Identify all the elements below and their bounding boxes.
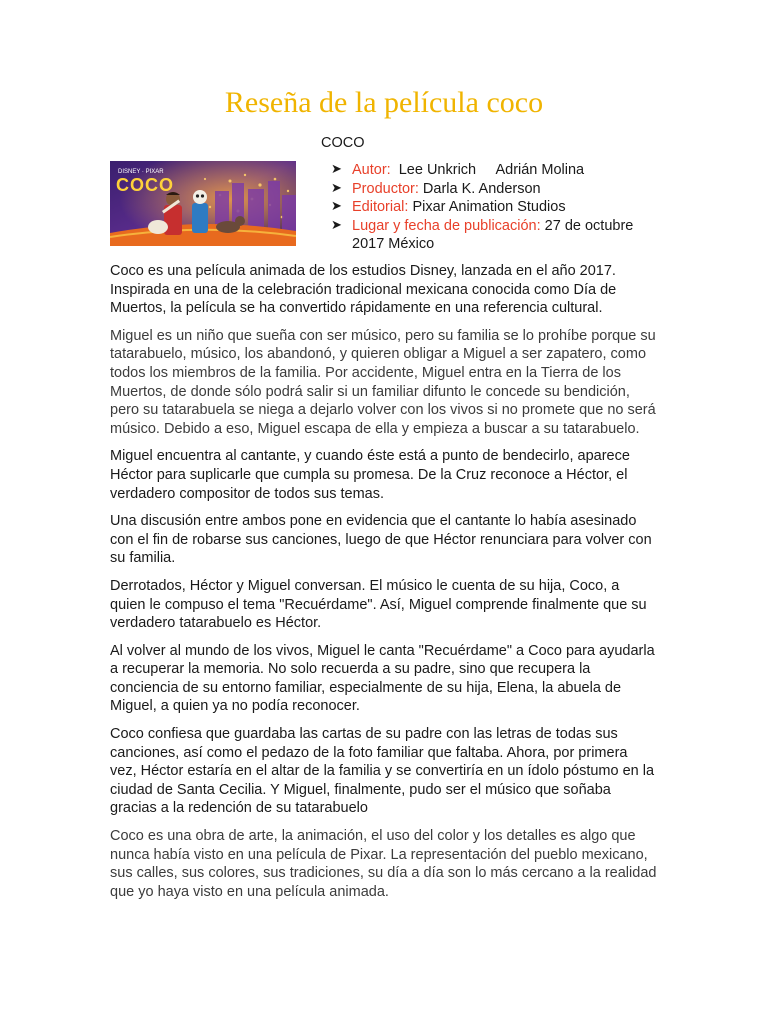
paragraph-defeated: Derrotados, Héctor y Miguel conversan. El músico le cuenta de su hija, Coco, a quien le compuso el tema "Recuérdame". Así, Miguel comprende finalmente que su verdadero tatarabuelo es Héctor. [110, 577, 647, 632]
paragraph-discussion: Una discusión entre ambos pone en evidencia que el cantante lo había asesinado con el fin de robarse sus canciones, luego de que Héctor renunciara para volver con su familia. [110, 513, 652, 567]
page-title: Reseña de la película coco [224, 86, 544, 119]
info-label: Editorial: [352, 199, 409, 215]
paragraph-encounter: Miguel encuentra al cantante, y cuando éste está a punto de bendecirlo, aparece Héctor para suplicarle que cumpla su promesa. De la Cruz reconoce a Héctor, el verdadero compositor de todos sus temas. [110, 448, 630, 502]
paragraph-return: Al volver al mundo de los vivos, Miguel le canta "Recuérdame" a Coco para ayudarla a recuperar la memoria. No solo recuerda a su padre, sino que recupera la conciencia de su entorno familiar, especialmente de su hija, Elena, la abuela de Miguel, a quien ya no podía reconocer. [110, 642, 655, 715]
info-value: Pixar Animation Studios [408, 199, 566, 215]
info-label: Autor: [352, 162, 391, 178]
paragraph-intro: Coco es una película animada de los estudios Disney, lanzada en el año 2017. Inspirada en una de la celebración tradicional mexicana conocida como Día de Muertos, la película se ha convertido rápidamente en una referencia cultural. [110, 263, 617, 317]
arrowhead-bullet-icon: ➤ [331, 162, 342, 177]
paragraph-plot: Miguel es un niño que sueña con ser músico, pero su familia se lo prohíbe porque su tatarabuelo, músico, los abandonó, y quieren obligar a Miguel a ser zapatero, como todos los miembros de la familia. Por accidente, Miguel entra en la Tierra de los Muertos, de donde sólo podrá salir si un familiar difunto le concede su bendición, pero su tatarabuela se niega a dejarlo volver con los vivos si no promete que no será músico. Debido a eso, Miguel escapa de ella y empieza a buscar a su tatarabuelo. [110, 327, 656, 437]
info-value: Lee Unkrich Adrián Molina [390, 162, 585, 178]
movie-info-list [331, 161, 661, 254]
movie-poster-image [110, 161, 296, 246]
info-label: Productor: [352, 180, 419, 197]
arrowhead-bullet-icon: ➤ [331, 199, 342, 214]
poster-illustration [110, 161, 296, 246]
paragraph-confession: Coco confiesa que guardaba las cartas de su padre con las letras de todas sus canciones, así como el pedazo de la foto familiar que faltaba. Ahora, por primera vez, Héctor estaría en el altar de la familia y se convertiría en un ídolo póstumo en la ciudad de Santa Cecilia. Y Miguel, finalmente, pudo ser el músico que soñaba gracias a la redención de su tatarabuelo [110, 726, 655, 817]
info-item-publisher [331, 198, 661, 217]
info-item-place-date [331, 217, 661, 254]
info-item-author [331, 161, 661, 180]
poster-logo-top: DISNEY · PIXAR [118, 169, 164, 175]
movie-subtitle: COCO [321, 135, 365, 151]
info-value: 27 de octubre 2017 México [352, 217, 634, 252]
info-item-producer [331, 180, 661, 199]
info-label: Lugar y fecha de publicación: [352, 217, 541, 234]
info-value: Darla K. Anderson [418, 180, 541, 197]
arrowhead-bullet-icon: ➤ [331, 180, 342, 196]
review-body [110, 262, 658, 910]
paragraph-opinion: Coco es una obra de arte, la animación, el uso del color y los detalles es algo que nunca había visto en una película de Pixar. La representación del pueblo mexicano, sus calles, sus colores, sus tradiciones, su día a día son lo más cercano a la realidad que yo haya visto en una película animada. [110, 828, 657, 900]
arrowhead-bullet-icon: ➤ [331, 217, 342, 233]
poster-logo-main: COCO [116, 175, 174, 195]
